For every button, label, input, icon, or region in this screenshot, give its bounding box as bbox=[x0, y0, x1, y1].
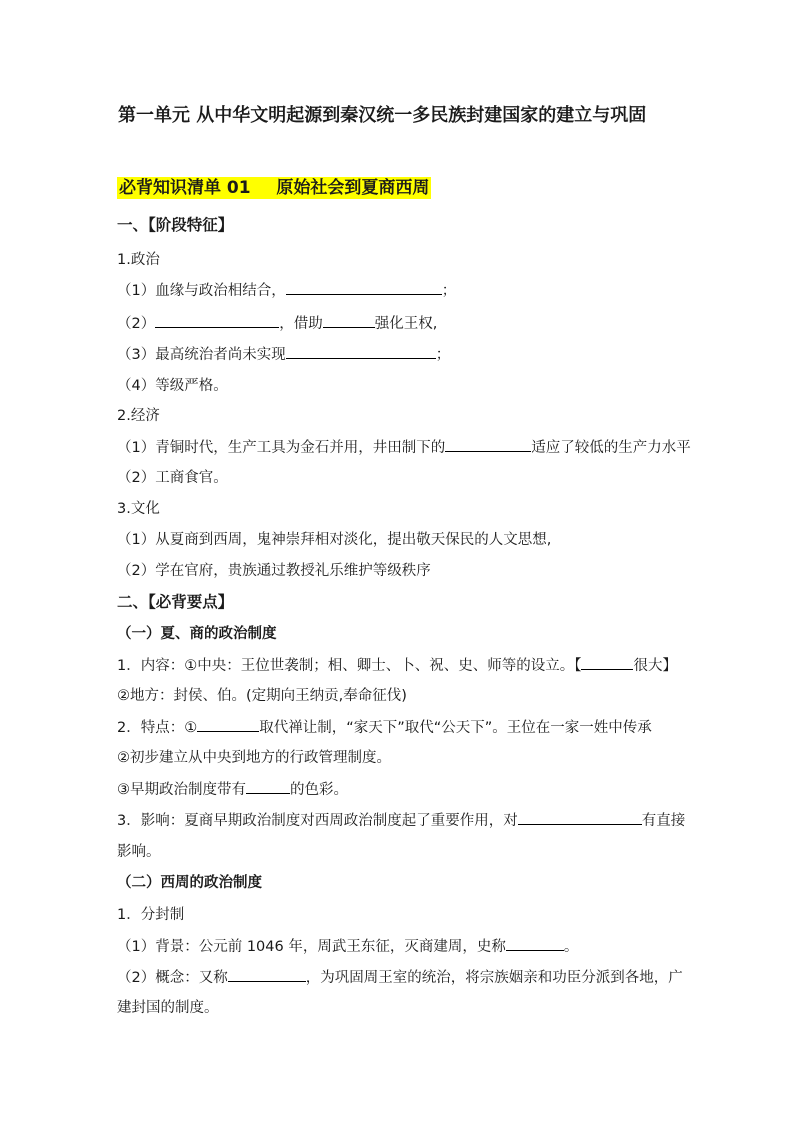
section-heading-key-points: 二、【必背要点】 bbox=[117, 593, 234, 611]
culture-item-2: （2）学在官府，贵族通过教授礼乐维护等级秩序 bbox=[117, 563, 431, 579]
text: （3）最高统治者尚未实现 bbox=[117, 347, 286, 363]
xia-shang-item-1 bbox=[117, 655, 677, 676]
fill-blank[interactable] bbox=[323, 313, 375, 328]
economy-item-1 bbox=[117, 437, 691, 458]
list-gap bbox=[253, 177, 275, 199]
politics-item-1 bbox=[117, 280, 456, 301]
text: 3．影响：夏商早期政治制度对西周政治制度起了重要作用，对 bbox=[117, 813, 518, 829]
text: ，为巩固周王室的统治，将宗族姻亲和功臣分派到各地，广 bbox=[305, 970, 683, 986]
text: ③早期政治制度带有 bbox=[117, 782, 246, 798]
text: 2．特点：① bbox=[117, 720, 198, 736]
text: （1）血缘与政治相结合， bbox=[117, 283, 286, 299]
fill-blank[interactable] bbox=[155, 313, 279, 328]
fill-blank[interactable] bbox=[445, 437, 531, 452]
politics-item-3 bbox=[117, 344, 450, 365]
subsection-xia-shang: （一）夏、商的政治制度 bbox=[117, 626, 277, 642]
xia-shang-item-2: ②地方：封侯、伯。(定期向王纳贡,奉命征伐) bbox=[117, 688, 407, 704]
fill-blank[interactable] bbox=[581, 655, 633, 670]
fill-blank[interactable] bbox=[286, 280, 442, 295]
fill-blank[interactable] bbox=[228, 967, 306, 982]
culture-item-1: （1）从夏商到西周，鬼神崇拜相对淡化，提出敬天保民的人文思想, bbox=[117, 532, 552, 548]
list-topic: 原始社会到夏商西周 bbox=[276, 178, 430, 198]
text: 。 bbox=[563, 939, 579, 955]
xia-shang-item-3 bbox=[117, 717, 652, 738]
xia-shang-item-4: ②初步建立从中央到地方的行政管理制度。 bbox=[117, 750, 391, 766]
politics-item-4: （4）等级严格。 bbox=[117, 378, 228, 394]
xia-shang-item-5 bbox=[117, 779, 348, 800]
text: 强化王权, bbox=[374, 316, 438, 332]
text: 适应了较低的生产力水平 bbox=[531, 440, 691, 456]
knowledge-list-heading bbox=[117, 176, 431, 200]
zhou-item-2 bbox=[117, 936, 578, 957]
zhou-item-1: 1．分封制 bbox=[117, 907, 185, 923]
zhou-item-3-cont: 建封国的制度。 bbox=[117, 1000, 219, 1016]
text: ，借助 bbox=[279, 316, 323, 332]
text: （1）青铜时代，生产工具为金石并用，井田制下的 bbox=[117, 440, 446, 456]
fill-blank[interactable] bbox=[246, 779, 290, 794]
xia-shang-item-6 bbox=[117, 810, 685, 831]
zhou-item-3 bbox=[117, 967, 683, 988]
text: 很大】 bbox=[633, 658, 677, 674]
fill-blank[interactable] bbox=[506, 936, 564, 951]
fill-blank[interactable] bbox=[197, 717, 259, 732]
text: ； bbox=[441, 283, 457, 299]
economy-item-2: （2）工商食官。 bbox=[117, 470, 228, 486]
economy-heading: 2.经济 bbox=[117, 408, 160, 424]
text: （2） bbox=[117, 316, 156, 332]
text: 1．内容：①中央：王位世袭制；相、卿士、卜、祝、史、师等的设立。【 bbox=[117, 658, 582, 674]
fill-blank[interactable] bbox=[518, 810, 642, 825]
subsection-western-zhou: （二）西周的政治制度 bbox=[117, 875, 262, 891]
section-heading-stage: 一、【阶段特征】 bbox=[117, 216, 234, 234]
politics-heading: 1.政治 bbox=[117, 252, 160, 268]
culture-heading: 3.文化 bbox=[117, 501, 160, 517]
fill-blank[interactable] bbox=[286, 344, 436, 359]
politics-item-2 bbox=[117, 313, 437, 334]
unit-title: 第一单元 从中华文明起源到秦汉统一多民族封建国家的建立与巩固 bbox=[118, 105, 647, 126]
text: ； bbox=[435, 347, 451, 363]
text: 的色彩。 bbox=[290, 782, 348, 798]
text: （2）概念：又称 bbox=[117, 970, 228, 986]
xia-shang-item-6-cont: 影响。 bbox=[117, 844, 161, 860]
list-label: 必背知识清单 01 bbox=[119, 178, 251, 198]
text: （1）背景：公元前 1046 年，周武王东征，灭商建周，史称 bbox=[117, 939, 506, 955]
text: 取代禅让制，“家天下”取代“公天下”。王位在一家一姓中传承 bbox=[259, 720, 652, 736]
text: 有直接 bbox=[641, 813, 686, 829]
